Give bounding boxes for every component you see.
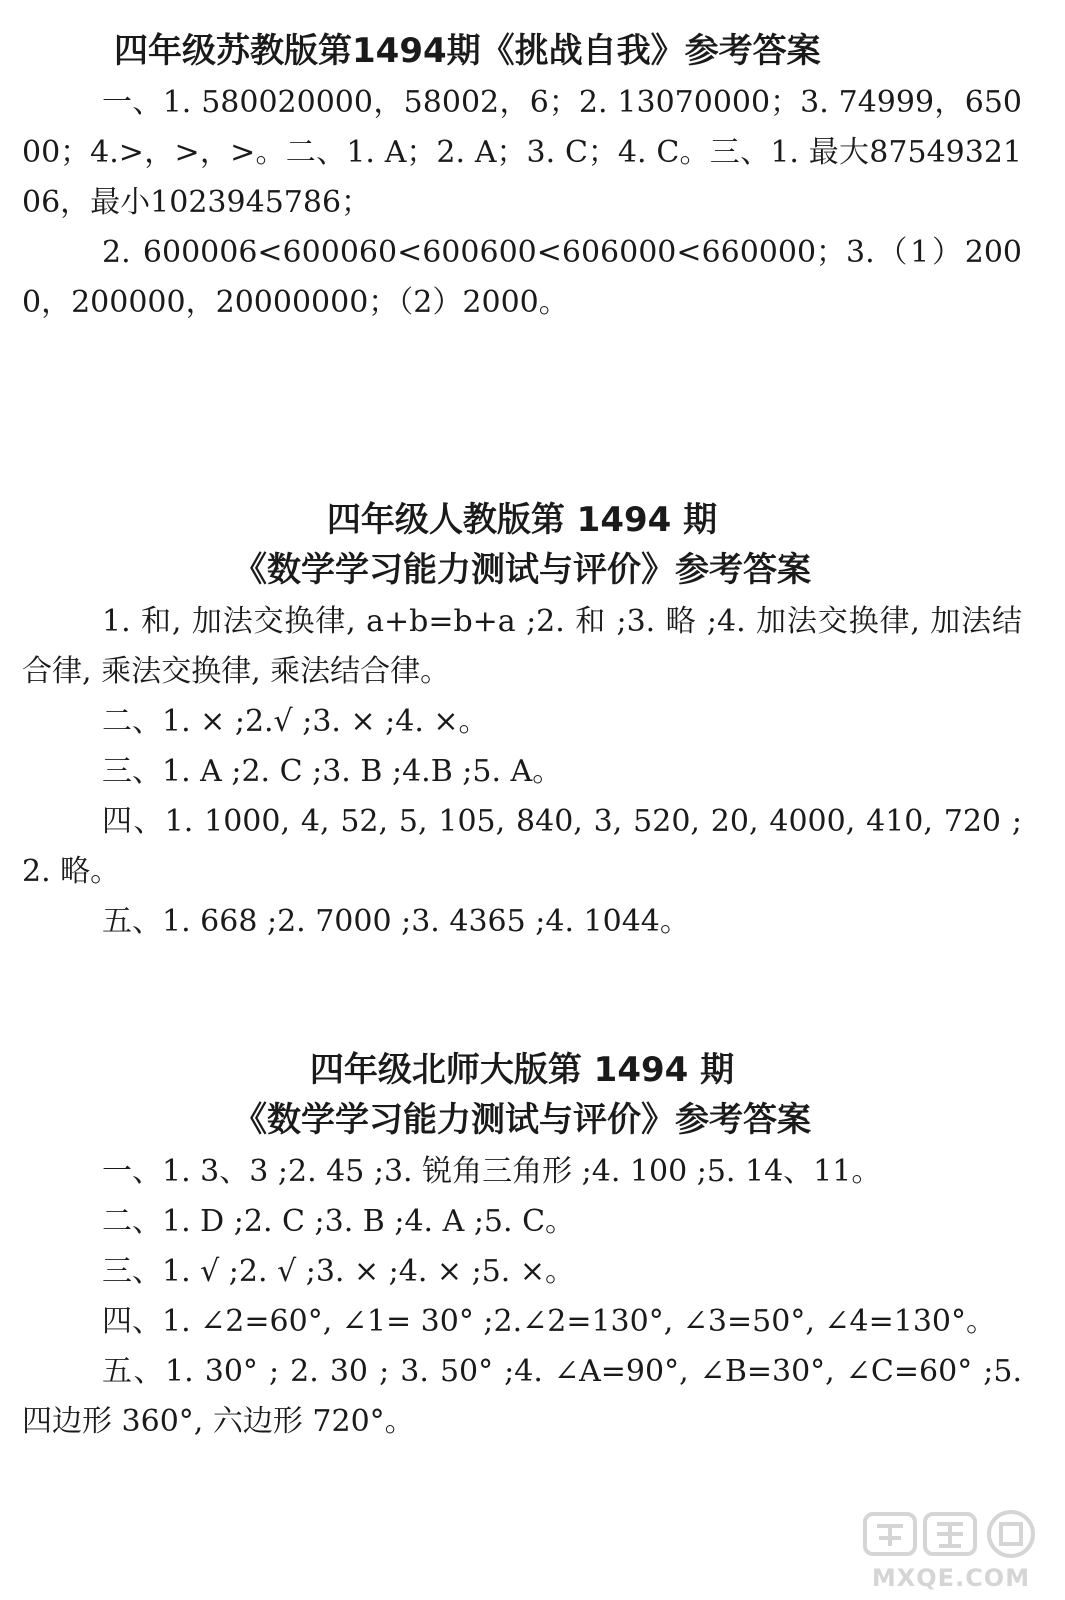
answer-paragraph: 一、1. 3、3 ;2. 45 ;3. 锐角三角形 ;4. 100 ;5. 14、11。	[102, 1154, 882, 1189]
section-title-line1: 四年级北师大版第 1494 期	[309, 1050, 735, 1090]
answer-paragraph: 一、1. 580020000，58002，6；2. 13070000；3. 74999，65000；4.>，>，>。二、1. A；2. A；3. C；4. C。三、1. 最大8754932106，最小1023945786；	[22, 85, 1022, 220]
section-title-line2: 《数学学习能力测试与评价》参考答案	[233, 550, 811, 590]
answer-paragraph: 四、1. 1000, 4, 52, 5, 105, 840, 3, 520, 20, 4000, 410, 720 ;2. 略。	[22, 804, 1022, 889]
section-renjiao	[22, 495, 1022, 947]
answer-paragraph: 五、1. 30° ; 2. 30 ; 3. 50° ;4. ∠A=90°, ∠B=30°, ∠C=60° ;5. 四边形 360°, 六边形 720°。	[22, 1354, 1022, 1439]
answer-paragraph: 三、1. √ ;2. √ ;3. × ;4. × ;5. ×。	[102, 1254, 576, 1289]
section-title-line2: 《数学学习能力测试与评价》参考答案	[233, 1100, 811, 1140]
watermark-text: MXQE.COM	[871, 1564, 1031, 1592]
answer-paragraph: 1. 和, 加法交换律, a+b=b+a ;2. 和 ;3. 略 ;4. 加法交换律, 加法结合律, 乘法交换律, 乘法结合律。	[22, 604, 1022, 689]
answer-paragraph: 三、1. A ;2. C ;3. B ;4.B ;5. A。	[102, 754, 563, 789]
answer-paragraph: 2. 600006<600060<600600<606000<660000；3.（1）2000，200000，20000000；（2）2000。	[22, 235, 1022, 320]
section-title: 四年级苏教版第1494期《挑战自我》参考答案	[114, 31, 821, 71]
answer-paragraph: 四、1. ∠2=60°, ∠1= 30° ;2.∠2=130°, ∠3=50°, ∠4=130°。	[102, 1304, 997, 1339]
answer-paragraph: 二、1. D ;2. C ;3. B ;4. A ;5. C。	[102, 1204, 576, 1239]
watermark-logo-icon	[861, 1508, 1041, 1560]
section-sujiao	[22, 26, 1022, 328]
section-title-line1: 四年级人教版第 1494 期	[326, 500, 718, 540]
answer-paragraph: 二、1. × ;2.√ ;3. × ;4. ×。	[102, 704, 489, 739]
section-beishida	[22, 1045, 1022, 1447]
answer-paragraph: 五、1. 668 ;2. 7000 ;3. 4365 ;4. 1044。	[102, 904, 690, 939]
site-watermark	[851, 1508, 1051, 1592]
